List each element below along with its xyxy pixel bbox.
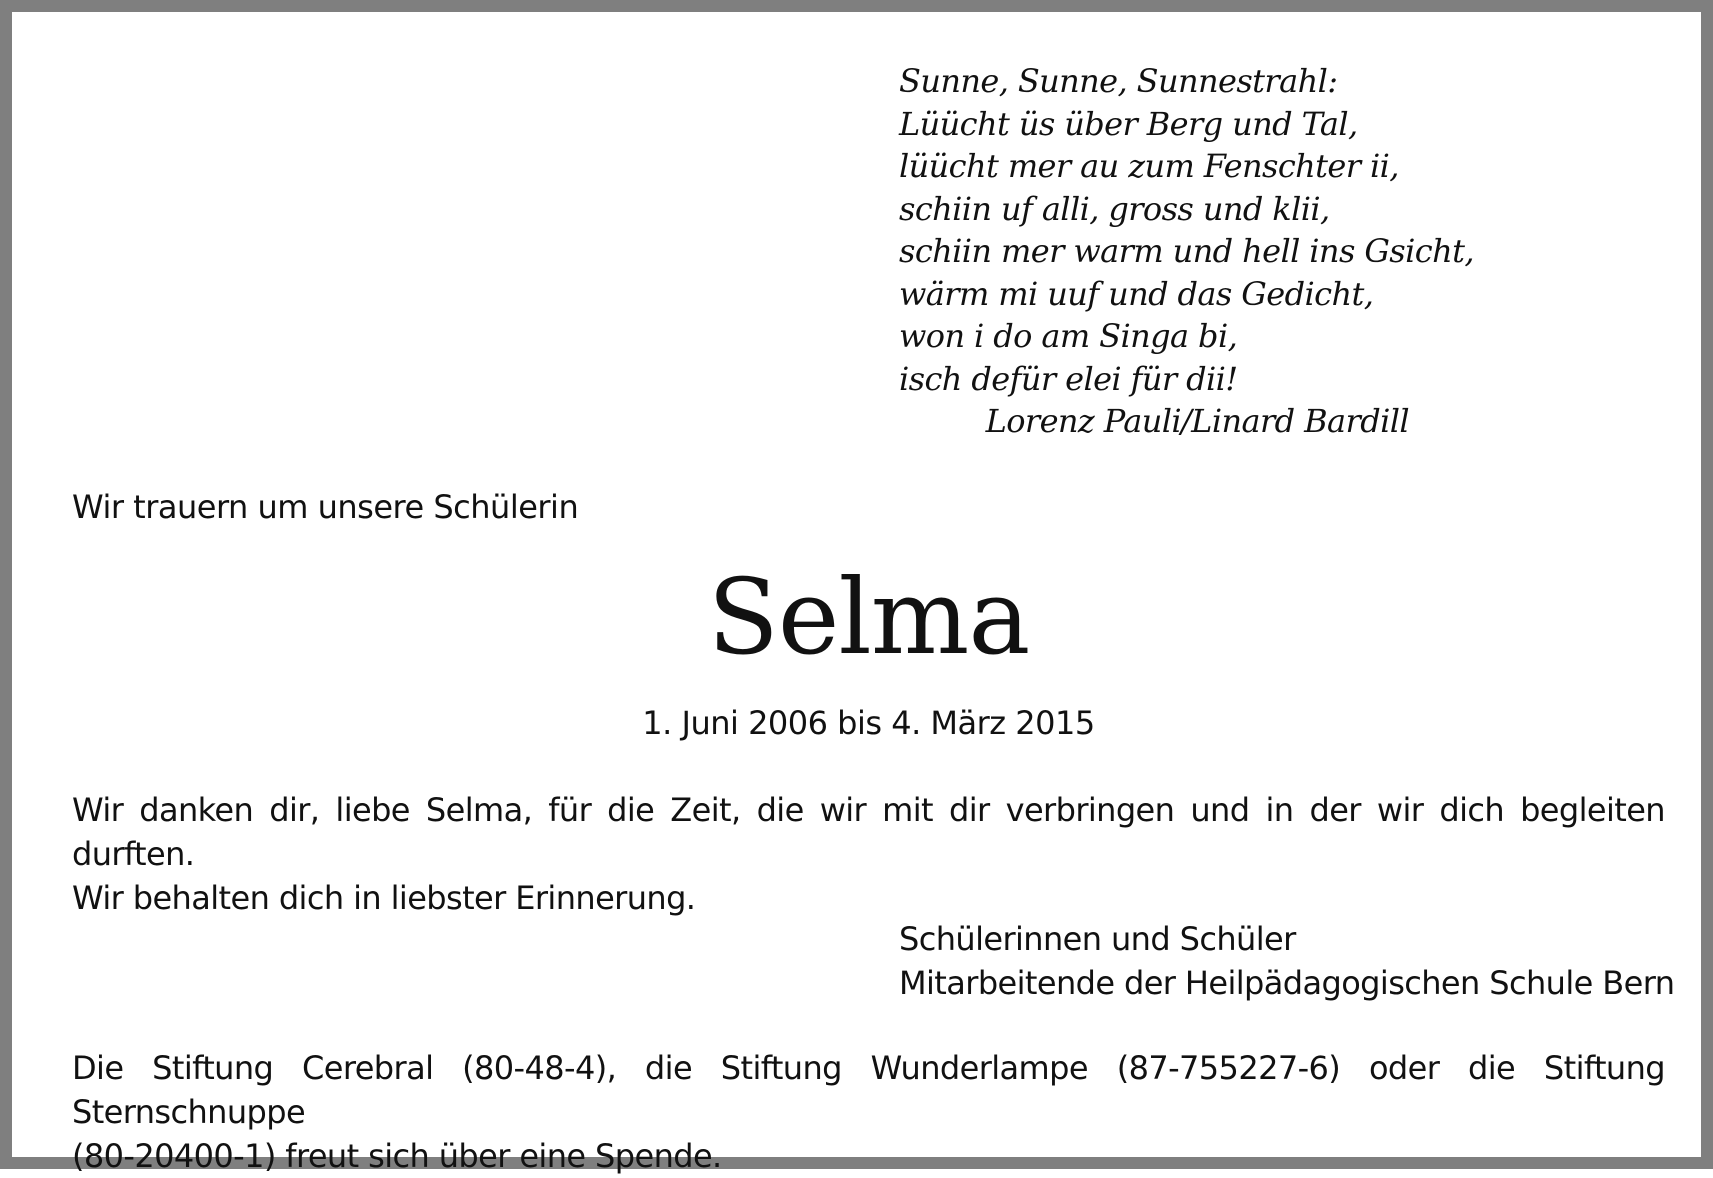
donation-line: (80-20400-1) freut sich über eine Spende. [72, 1137, 722, 1175]
intro-text: Wir trauern um unsere Schülerin [72, 488, 579, 526]
poem-line: lüücht mer au zum Fenschter ii, [899, 147, 1399, 185]
thanks-paragraph [72, 788, 1665, 920]
life-dates: 1. Juni 2006 bis 4. März 2015 [642, 704, 1095, 742]
donation-line: Die Stiftung Cerebral (80-48-4), die Stiftung Wunderlampe (87-755227-6) oder die Stiftung Sternschnuppe [72, 1049, 1665, 1131]
poem-author: Lorenz Pauli/Linard Bardill [985, 402, 1409, 440]
poem-line: wärm mi uuf und das Gedicht, [899, 274, 1374, 313]
poem [899, 60, 1474, 443]
thanks-line: Wir danken dir, liebe Selma, für die Zeit, die wir mit dir verbringen und in der wir dich begleiten durften. [72, 791, 1665, 873]
signature-block [899, 917, 1674, 1005]
poem-line: Lüücht üs über Berg und Tal, [899, 104, 1358, 143]
donation-paragraph [72, 1046, 1665, 1178]
thanks-line: Wir behalten dich in liebster Erinnerung. [72, 879, 696, 917]
signature-line: Schülerinnen und Schüler [899, 920, 1296, 958]
poem-line: isch defür elei für dii! [899, 359, 1238, 398]
poem-line: schiin mer warm und hell ins Gsicht, [899, 232, 1474, 270]
poem-line: won i do am Singa bi, [899, 317, 1238, 355]
deceased-name: Selma [707, 556, 1030, 678]
poem-line: Sunne, Sunne, Sunnestrahl: [899, 62, 1338, 100]
signature-line: Mitarbeitende der Heilpädagogischen Schule Bern [899, 964, 1675, 1002]
poem-line: schiin uf alli, gross und klii, [899, 189, 1330, 228]
